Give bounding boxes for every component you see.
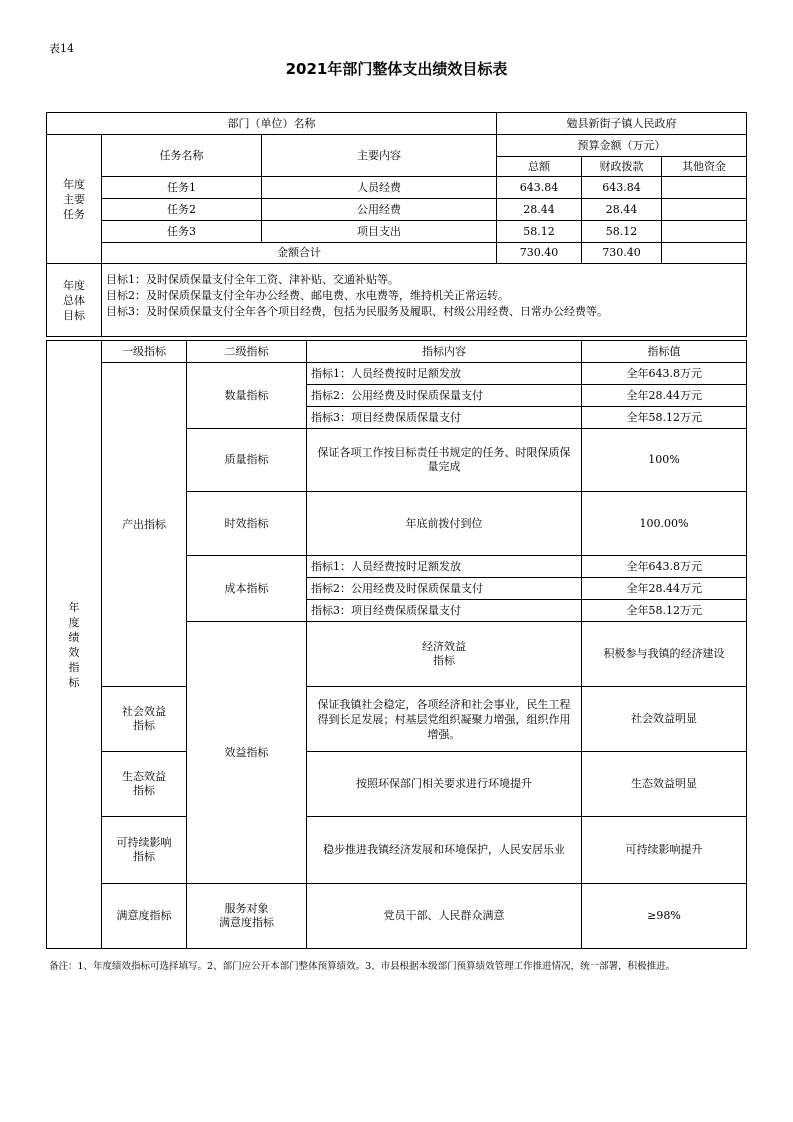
task-total: 643.84 bbox=[497, 177, 582, 199]
task-total: 28.44 bbox=[497, 199, 582, 221]
ecological-content: 按照环保部门相关要求进行环境提升 bbox=[307, 752, 582, 817]
cost-content: 指标3：项目经费保质保量支付 bbox=[307, 600, 582, 622]
service-content: 党员干部、人民群众满意 bbox=[307, 884, 582, 949]
sum-fiscal: 730.40 bbox=[582, 243, 662, 264]
goal-line: 目标3：及时保质保量支付全年各个项目经费，包括为民服务及履职、村级公用经费、日常办公经费等。 bbox=[106, 305, 608, 318]
performance-table bbox=[46, 340, 747, 949]
goals-content bbox=[102, 264, 747, 337]
sheet-label: 表14 bbox=[49, 42, 74, 55]
satisfaction-label: 满意度指标 bbox=[102, 884, 187, 949]
benefit-label: 效益指标 bbox=[187, 622, 307, 884]
task-name: 任务3 bbox=[102, 221, 262, 243]
perf-section-text: 年 度 绩 效 指 标 bbox=[68, 600, 80, 689]
quantity-value: 全年58.12万元 bbox=[582, 407, 747, 429]
task-other bbox=[662, 221, 747, 243]
cost-content: 指标2：公用经费及时保质保量支付 bbox=[307, 578, 582, 600]
quality-value: 100% bbox=[582, 429, 747, 492]
cost-label: 成本指标 bbox=[187, 556, 307, 622]
cost-content: 指标1：人员经费按时足额发放 bbox=[307, 556, 582, 578]
task-fiscal: 28.44 bbox=[582, 199, 662, 221]
l1-header: 一级指标 bbox=[102, 341, 187, 363]
table-row bbox=[47, 199, 747, 221]
footnote: 备注：1、年度绩效指标可选择填写。2、部门应公开本部门整体预算绩效。3、市县根据本级部门预算绩效管理工作推进情况，统一部署，积极推进。 bbox=[49, 961, 676, 972]
cost-value: 全年58.12万元 bbox=[582, 600, 747, 622]
quantity-value: 全年28.44万元 bbox=[582, 385, 747, 407]
total-header: 总额 bbox=[497, 157, 582, 177]
task-other bbox=[662, 199, 747, 221]
dept-value: 勉县新街子镇人民政府 bbox=[497, 113, 747, 135]
quality-label: 质量指标 bbox=[187, 429, 307, 492]
quantity-content: 指标1：人员经费按时足额发放 bbox=[307, 363, 582, 385]
task-other bbox=[662, 177, 747, 199]
goals-section-text: 年度 总体 目标 bbox=[63, 278, 85, 322]
service-value: ≥98% bbox=[582, 884, 747, 949]
timeliness-content: 年底前拨付到位 bbox=[307, 492, 582, 556]
quantity-content: 指标2：公用经费及时保质保量支付 bbox=[307, 385, 582, 407]
output-label: 产出指标 bbox=[102, 363, 187, 687]
quantity-label: 数量指标 bbox=[187, 363, 307, 429]
sum-other bbox=[662, 243, 747, 264]
value-header: 指标值 bbox=[582, 341, 747, 363]
task-fiscal: 643.84 bbox=[582, 177, 662, 199]
task-content: 人员经费 bbox=[262, 177, 497, 199]
task-content: 项目支出 bbox=[262, 221, 497, 243]
l2-header: 二级指标 bbox=[187, 341, 307, 363]
dept-label: 部门（单位）名称 bbox=[47, 113, 497, 135]
sum-label: 金额合计 bbox=[102, 243, 497, 264]
sustainable-content: 稳步推进我镇经济发展和环境保护，人民安居乐业 bbox=[307, 817, 582, 884]
fiscal-header: 财政拨款 bbox=[582, 157, 662, 177]
task-total: 58.12 bbox=[497, 221, 582, 243]
task-fiscal: 58.12 bbox=[582, 221, 662, 243]
economic-content: 积极参与我镇的经济建设 bbox=[582, 622, 747, 687]
sustainable-value: 可持续影响提升 bbox=[582, 817, 747, 884]
table-row bbox=[47, 221, 747, 243]
content-header: 指标内容 bbox=[307, 341, 582, 363]
sum-total: 730.40 bbox=[497, 243, 582, 264]
task-name: 任务2 bbox=[102, 199, 262, 221]
task-content-header: 主要内容 bbox=[262, 135, 497, 177]
task-content: 公用经费 bbox=[262, 199, 497, 221]
perf-section-label bbox=[47, 341, 102, 949]
tasks-section-text: 年度 主要 任务 bbox=[63, 177, 85, 221]
cost-value: 全年643.8万元 bbox=[582, 556, 747, 578]
quantity-value: 全年643.8万元 bbox=[582, 363, 747, 385]
goal-line: 目标2：及时保质保量支付全年办公经费、邮电费、水电费等，维持机关正常运转。 bbox=[106, 289, 509, 302]
table-row bbox=[47, 177, 747, 199]
social-label: 社会效益 指标 bbox=[102, 687, 187, 752]
task-name-header: 任务名称 bbox=[102, 135, 262, 177]
budget-header: 预算金额（万元） bbox=[497, 135, 747, 157]
timeliness-value: 100.00% bbox=[582, 492, 747, 556]
budget-table bbox=[46, 112, 747, 337]
goal-line: 目标1：及时保质保量支付全年工资、津补贴、交通补贴等。 bbox=[106, 273, 399, 286]
sustainable-label: 可持续影响 指标 bbox=[102, 817, 187, 884]
quality-content: 保证各项工作按目标责任书规定的任务、时限保质保量完成 bbox=[307, 429, 582, 492]
social-value: 社会效益明显 bbox=[582, 687, 747, 752]
cost-value: 全年28.44万元 bbox=[582, 578, 747, 600]
timeliness-label: 时效指标 bbox=[187, 492, 307, 556]
other-header: 其他资金 bbox=[662, 157, 747, 177]
quantity-content: 指标3：项目经费保质保量支付 bbox=[307, 407, 582, 429]
service-label: 服务对象 满意度指标 bbox=[187, 884, 307, 949]
social-content: 保证我镇社会稳定，各项经济和社会事业，民生工程得到长足发展；村基层党组织凝聚力增强，组织作用增强。 bbox=[307, 687, 582, 752]
goals-section-label bbox=[47, 264, 102, 337]
task-name: 任务1 bbox=[102, 177, 262, 199]
economic-label: 经济效益 指标 bbox=[307, 622, 582, 687]
tasks-section-label bbox=[47, 135, 102, 264]
ecological-label: 生态效益 指标 bbox=[102, 752, 187, 817]
page-title: 2021年部门整体支出绩效目标表 bbox=[285, 60, 508, 78]
ecological-value: 生态效益明显 bbox=[582, 752, 747, 817]
